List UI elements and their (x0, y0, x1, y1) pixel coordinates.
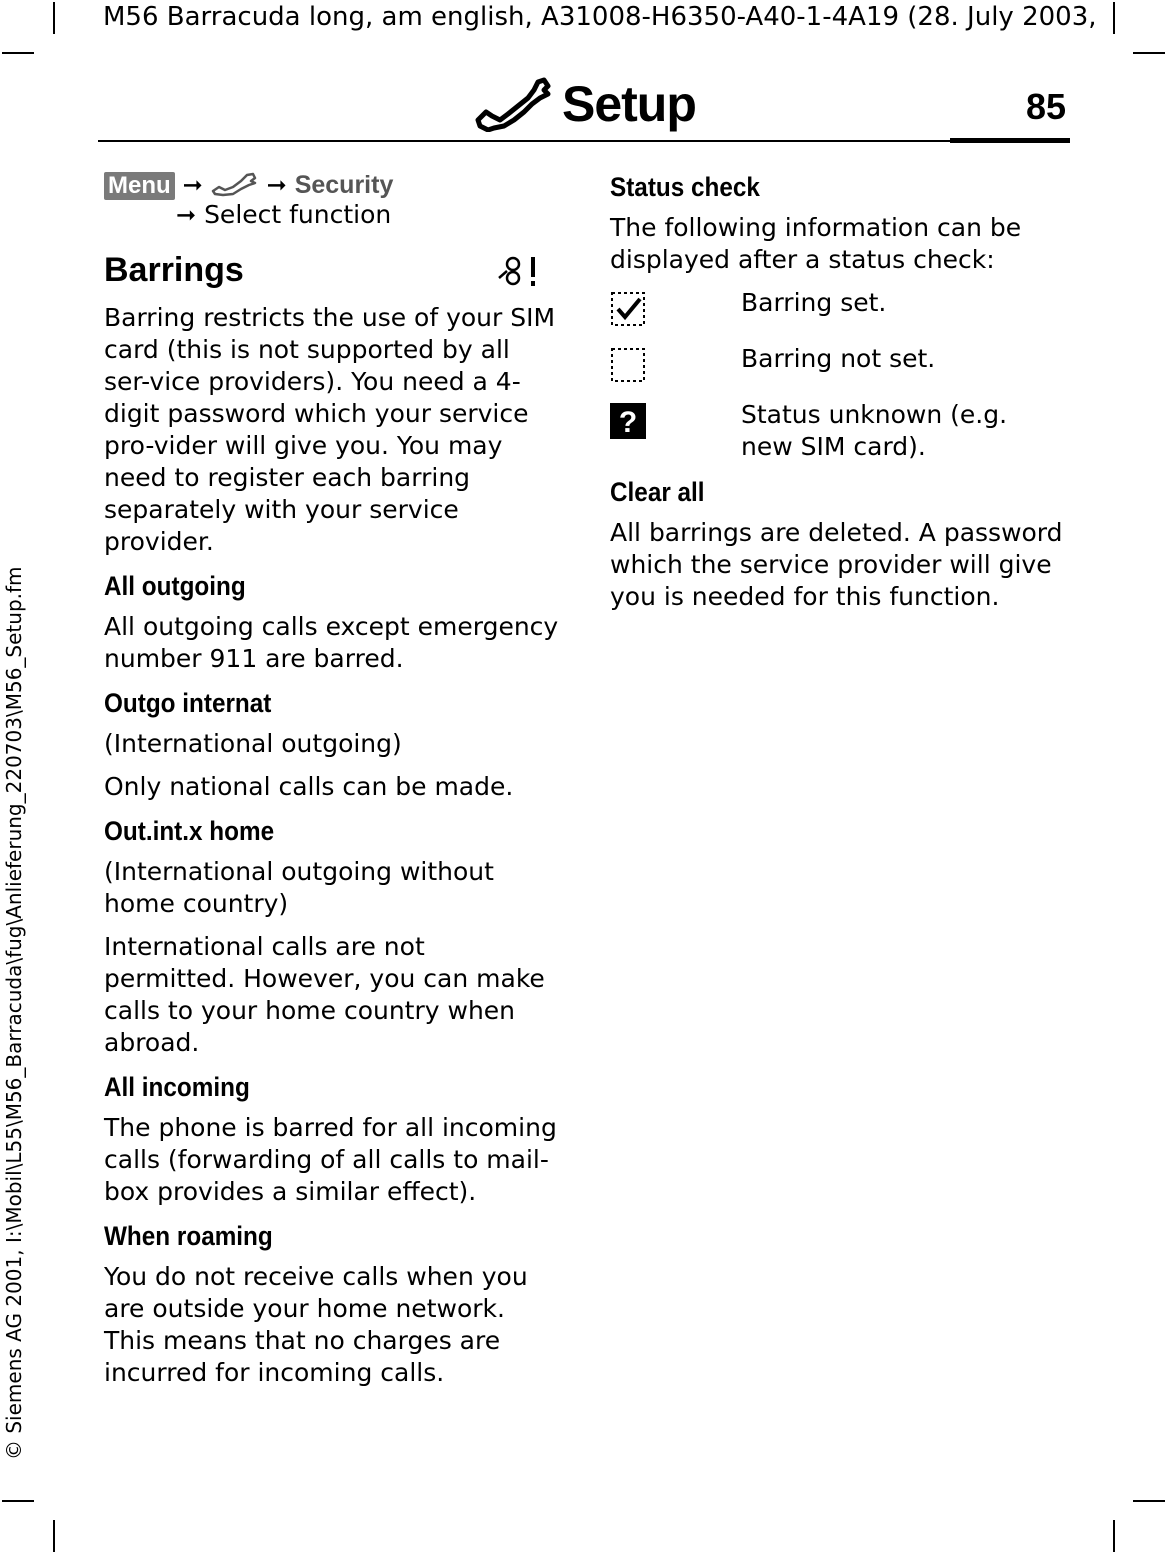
all-incoming-body: The phone is barred for all incoming calls (forwarding of all calls to mail-box provides a similar effect). (104, 1113, 557, 1206)
when-roaming-body: You do not receive calls when you are outside your home network. This means that no charges are incurred for incoming calls. (104, 1262, 528, 1387)
heading-all-incoming: All incoming (104, 1072, 250, 1102)
header-rule (98, 140, 1070, 142)
heading-status-check: Status check (610, 172, 760, 202)
status-check-body: The following information can be displayed after a status check: (610, 213, 1022, 274)
empty-box-icon (610, 347, 646, 383)
page-number-rule (950, 138, 1070, 143)
heading-when-roaming: When roaming (104, 1221, 273, 1251)
crop-mark (2, 1500, 34, 1502)
status-item-text: Status unknown (e.g. new SIM card). (741, 400, 1008, 461)
menu-path-security: Security (294, 171, 394, 199)
crop-mark (1133, 1500, 1165, 1502)
left-column (104, 170, 559, 1400)
section-heading-barrings (104, 250, 559, 290)
barrings-heading-text: Barrings (104, 251, 244, 289)
menu-softkey: Menu (104, 172, 175, 200)
svg-text:?: ? (618, 406, 638, 439)
heading-out-int-x-home: Out.int.x home (104, 816, 275, 846)
arrow-icon: ➞ (176, 201, 197, 229)
menu-path (104, 170, 559, 230)
checked-box-icon (610, 291, 646, 327)
crop-mark (1113, 2, 1115, 34)
status-item-text: Barring not set. (741, 344, 936, 373)
heading-outgo-internat: Outgo internat (104, 688, 272, 718)
crop-mark (1113, 1520, 1115, 1552)
out-int-x-home-sub: (International outgoing without home country) (104, 857, 494, 918)
outgo-internat-sub: (International outgoing) (104, 729, 402, 758)
arrow-icon: ➞ (266, 171, 287, 199)
barrings-body: Barring restricts the use of your SIM card (this is not supported by all ser-vice providers). You need a 4-digit password which your service pro-vider will give you. You may need to register each barring separately with your service provider. (104, 303, 556, 556)
out-int-x-home-body: International calls are not permitted. However, you can make calls to your home country when abroad. (104, 932, 545, 1057)
status-item (610, 287, 1065, 335)
heading-all-outgoing: All outgoing (104, 571, 246, 601)
question-box-icon (610, 403, 646, 439)
arrow-icon: ➞ (182, 171, 203, 199)
heading-clear-all: Clear all (610, 477, 705, 507)
page-title-row (98, 76, 1070, 146)
right-column (610, 170, 1065, 624)
crop-mark (1133, 52, 1165, 54)
page-number: 85 (1025, 86, 1066, 127)
status-item-text: Barring set. (741, 288, 887, 317)
status-item (610, 399, 1065, 463)
crop-mark (53, 2, 55, 34)
crop-mark (53, 1520, 55, 1552)
page-title: Setup (562, 76, 696, 132)
all-outgoing-body: All outgoing calls except emergency number 911 are barred. (104, 612, 559, 673)
menu-path-select-function: Select function (204, 200, 392, 229)
running-header: M56 Barracuda long, am english, A31008-H6350-A40-1-4A19 (28. July 2003, (103, 2, 1097, 32)
side-copyright-path: © Siemens AG 2001, I:\Mobil\L55\M56_Barracuda\fug\Anlieferung_220703\M56_Setup.fm (2, 566, 26, 1460)
clear-all-body: All barrings are deleted. A password which the service provider will give you is needed for this function. (610, 518, 1063, 611)
status-item (610, 343, 1065, 391)
outgo-internat-body: Only national calls can be made. (104, 772, 514, 801)
wrench-icon (211, 171, 259, 197)
wrench-icon (474, 76, 554, 132)
crop-mark (2, 52, 34, 54)
barring-network-icon (497, 254, 541, 288)
